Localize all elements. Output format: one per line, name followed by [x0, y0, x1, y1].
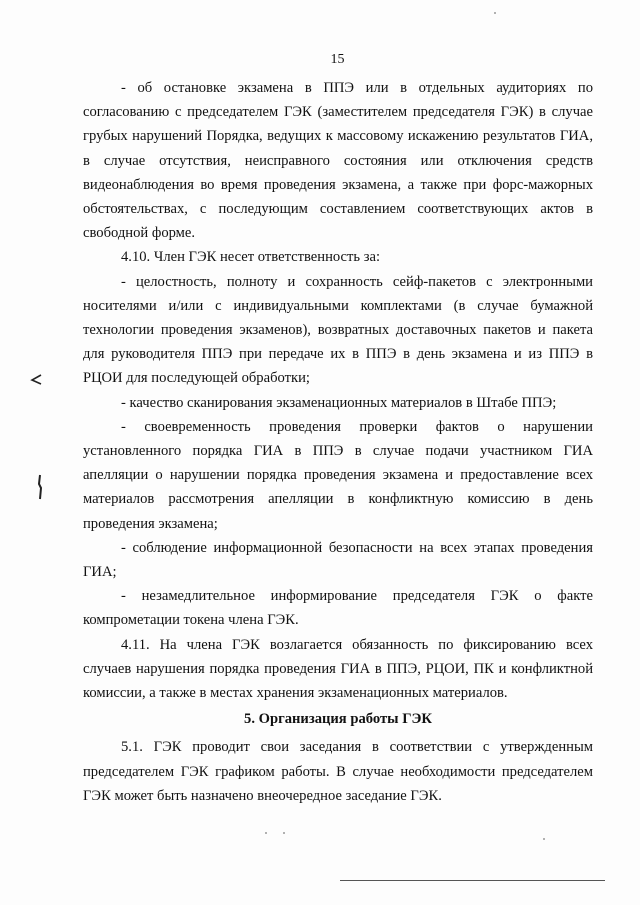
- paragraph-scanning-quality: - качество сканирования экзаменационных материалов в Штабе ППЭ;: [121, 394, 557, 411]
- paragraph-token-compromise: - незамедлительное информирование председателя ГЭК о факте компрометации токена члена ГЭК.: [83, 588, 593, 629]
- paragraph-4-10: 4.10. Член ГЭК несет ответственность за:: [121, 249, 380, 266]
- bottom-scan-line: [340, 880, 605, 881]
- scan-speck: [265, 832, 267, 834]
- scan-speck: [494, 12, 496, 14]
- section-heading: 5. Организация работы ГЭК: [244, 711, 432, 728]
- page-number: 15: [330, 52, 345, 67]
- paragraph-stop-exam: - об остановке экзамена в ППЭ или в отдельных аудиториях по согласованию с председателем ГЭК (заместителем председателя ГЭК) в случае грубых нарушений Порядка, ведущих к массовому искажению результатов ГИА, в случае отсутствия, неисправного состояния или отключения средств видеонаблюдения во время проведения экзамена, а также при форс-мажорных обстоятельствах, с последующим составлением соответствующих актов в свободной форме.: [83, 80, 593, 242]
- body-text: [83, 76, 593, 808]
- paragraph-5-1: 5.1. ГЭК проводит свои заседания в соответствии с утвержденным председателем ГЭК графиком работы. В случае необходимости председателем ГЭК может быть назначено внеочередное заседание ГЭК.: [83, 739, 593, 804]
- paragraph-info-security: - соблюдение информационной безопасности на всех этапах проведения ГИА;: [83, 539, 593, 581]
- scan-speck: [543, 838, 545, 840]
- scan-mark-stroke: [36, 474, 44, 505]
- paragraph-safe-packages: - целостность, полноту и сохранность сейф-пакетов с электронными носителями и/или с индивидуальными комплектами (в случае бумажной технологии проведения экзаменов), возвратных доставочных пакетов и пакета для руководителя ППЭ при передаче их в ППЭ в день экзамена и из ППЭ в РЦОИ для последующей обработки;: [83, 273, 593, 387]
- scan-speck: [283, 832, 285, 834]
- paragraph-timely-check: - своевременность проведения проверки фактов о нарушении установленного порядка ГИА в ППЭ в случае подачи участником ГИА апелляции о нарушении порядка проведения экзамена и предоставление всех материалов рассмотрения апелляции в конфликтную комиссию в день проведения экзамена;: [83, 418, 593, 532]
- paragraph-4-11: 4.11. На члена ГЭК возлагается обязанность по фиксированию всех случаев нарушения порядка проведения ГИА в ППЭ, РЦОИ, ПК и конфликтной комиссии, а также в местах хранения экзаменационных материалов.: [83, 636, 593, 702]
- scan-mark-arrow: [30, 374, 42, 391]
